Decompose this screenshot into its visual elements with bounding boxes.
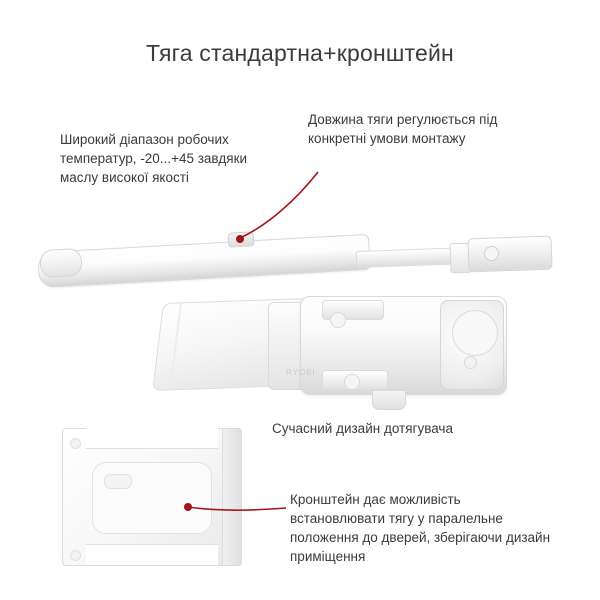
closer-body-tab: [372, 390, 406, 410]
callout-temperature-range: Широкий діапазон робочих температур, -20...+45 завдяки маслу високої якості: [60, 132, 248, 185]
callout-bracket-parallel: Кронштейн дає можливість встановлювати тягу у паралельне положення до дверей, зберігаючи дизайн приміщення: [290, 492, 551, 564]
closer-screw-top: [330, 312, 346, 328]
rod-end-plate: [467, 236, 552, 273]
bracket-screw-hole-bottom: [70, 550, 81, 561]
bracket-slot: [104, 474, 132, 489]
closer-cap-circle: [452, 310, 498, 356]
bracket-notch-bottom: [86, 544, 218, 565]
closer-screw-bottom: [344, 374, 360, 390]
bracket-notch-top: [86, 428, 218, 449]
closer-arm: [37, 234, 370, 288]
callout-modern-design: Сучасний дизайн дотягувача: [272, 421, 453, 436]
marker-dot-rod: [236, 235, 244, 243]
arm-pivot: [39, 248, 82, 278]
bracket-edge-flange: [222, 428, 242, 566]
marker-dot-bracket: [184, 503, 192, 511]
page-title: Тяга стандартна+кронштейн: [146, 40, 454, 66]
bracket-inner-outline: [92, 462, 212, 534]
bracket-screw-hole-top: [70, 438, 81, 449]
brand-mark: RYOBI: [286, 368, 316, 377]
closer-cap-valve: [464, 356, 477, 369]
callout-rod-length: Довжина тяги регулюється під конкретні умови монтажу: [308, 112, 498, 146]
